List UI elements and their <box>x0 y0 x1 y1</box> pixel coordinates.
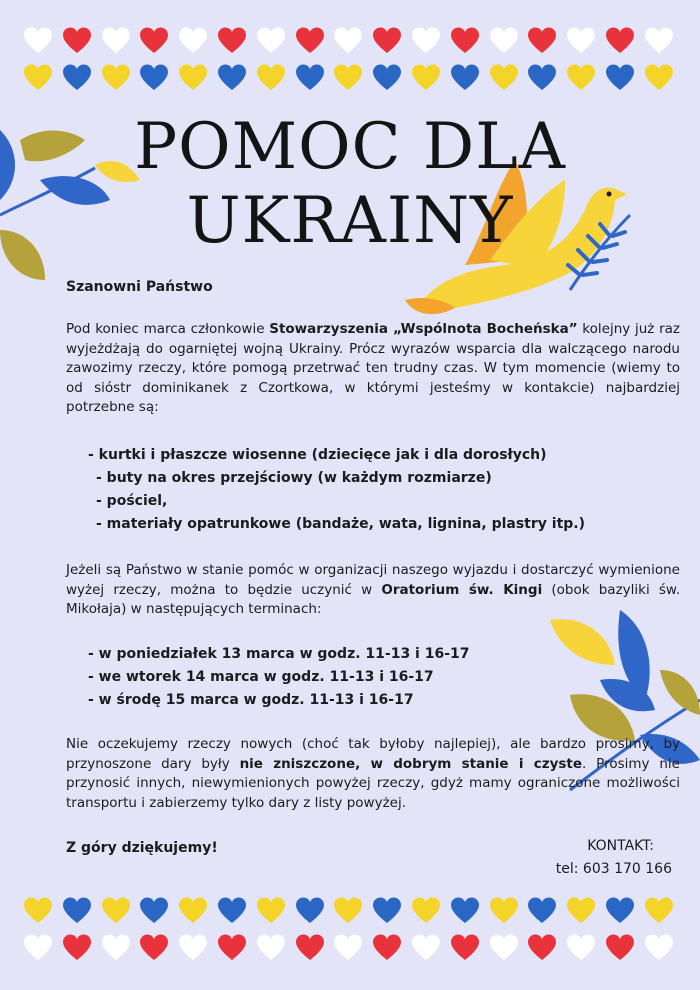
heart-icon <box>450 63 480 93</box>
heart-icon <box>23 26 53 56</box>
heart-icon <box>527 896 557 926</box>
heart-icon <box>333 896 363 926</box>
heart-icon <box>139 63 169 93</box>
heart-icon <box>566 26 596 56</box>
bottom-hearts-row-1 <box>23 896 683 926</box>
intro-text-2: kolejny już raz wyjeżdżają do ogarniętej wojną Ukrainy. Prócz wyrazów wsparcia dla walczącego narodu zawozimy rzeczy, które pomogą przetrwać ten trudny czas. W tym momencie (wiemy to od sióstr dominikanek z Czortkowa, w którymi jesteśmy w kontakcie) najbardziej potrzebne są: <box>66 321 680 415</box>
location-text-2: (obok bazyliki św. Mikołaja) w następujących terminach: <box>66 581 681 617</box>
list-item: - pościel, <box>96 493 168 509</box>
contact-phone: tel: 603 170 166 <box>555 861 672 877</box>
list-item: - materiały opatrunkowe (bandaże, wata, lignina, plastry itp.) <box>96 516 585 532</box>
top-hearts-row-2 <box>23 63 683 93</box>
heart-icon <box>411 63 441 93</box>
heart-icon <box>566 896 596 926</box>
heart-icon <box>489 63 519 93</box>
top-hearts-row-1 <box>23 26 683 56</box>
title-line-1: POMOC DLA <box>134 110 566 184</box>
heart-icon <box>489 896 519 926</box>
heart-icon <box>62 896 92 926</box>
heart-icon <box>605 26 635 56</box>
greeting: Szanowni Państwo <box>66 279 213 295</box>
heart-icon <box>644 63 674 93</box>
list-item: - we wtorek 14 marca w godz. 11-13 i 16-17 <box>88 669 434 685</box>
heart-icon <box>101 63 131 93</box>
list-item: - kurtki i płaszcze wiosenne (dziecięce jak i dla dorosłych) <box>88 447 547 463</box>
heart-icon <box>23 63 53 93</box>
heart-icon <box>23 933 53 963</box>
heart-icon <box>489 26 519 56</box>
dates-list <box>88 643 648 712</box>
heart-icon <box>644 26 674 56</box>
heart-icon <box>256 26 286 56</box>
title-line-2: UKRAINY <box>186 184 514 258</box>
heart-icon <box>178 896 208 926</box>
list-item: - w poniedziałek 13 marca w godz. 11-13 i 16-17 <box>88 646 470 662</box>
conditions-paragraph <box>66 735 680 813</box>
contact-label: KONTAKT: <box>587 838 654 854</box>
heart-icon <box>372 63 402 93</box>
heart-icon <box>527 933 557 963</box>
heart-icon <box>295 26 325 56</box>
bottom-hearts-row-2 <box>23 933 683 963</box>
conditions-text-2: . Prosimy nie przynosić innych, niewymienionych powyżej rzeczy, gdyż mamy ograniczone możliwości transportu i zabierzemy tylko dary z listy powyżej. <box>66 755 680 811</box>
heart-icon <box>372 933 402 963</box>
intro-bold-association: Stowarzyszenia „Wspólnota Bocheńska” <box>269 321 578 337</box>
heart-icon <box>605 896 635 926</box>
heart-icon <box>139 896 169 926</box>
heart-icon <box>23 896 53 926</box>
location-paragraph <box>66 561 680 620</box>
list-item: - w środę 15 marca w godz. 11-13 i 16-17 <box>88 692 414 708</box>
heart-icon <box>333 63 363 93</box>
heart-icon <box>566 63 596 93</box>
heart-icon <box>411 896 441 926</box>
heart-icon <box>295 896 325 926</box>
heart-icon <box>178 933 208 963</box>
heart-icon <box>450 26 480 56</box>
heart-icon <box>411 933 441 963</box>
heart-icon <box>489 933 519 963</box>
heart-icon <box>605 933 635 963</box>
heart-icon <box>217 896 247 926</box>
left-leaves-decoration <box>0 120 140 290</box>
intro-text-1: Pod koniec marca członkowie <box>66 321 270 337</box>
heart-icon <box>411 26 441 56</box>
intro-paragraph <box>66 320 680 418</box>
heart-icon <box>139 933 169 963</box>
heart-icon <box>101 933 131 963</box>
heart-icon <box>372 896 402 926</box>
heart-icon <box>217 63 247 93</box>
heart-icon <box>101 26 131 56</box>
heart-icon <box>217 26 247 56</box>
heart-icon <box>372 26 402 56</box>
heart-icon <box>178 26 208 56</box>
heart-icon <box>256 933 286 963</box>
heart-icon <box>62 933 92 963</box>
heart-icon <box>333 933 363 963</box>
heart-icon <box>333 26 363 56</box>
location-bold-place: Oratorium św. Kingi <box>381 581 543 598</box>
needs-list <box>88 444 648 536</box>
heart-icon <box>566 933 596 963</box>
thanks-text: Z góry dziękujemy! <box>66 840 218 856</box>
heart-icon <box>644 896 674 926</box>
heart-icon <box>295 933 325 963</box>
heart-icon <box>644 933 674 963</box>
heart-icon <box>450 933 480 963</box>
heart-icon <box>62 63 92 93</box>
heart-icon <box>527 26 557 56</box>
heart-icon <box>101 896 131 926</box>
heart-icon <box>527 63 557 93</box>
location-text-1: Jeżeli są Państwo w stanie pomóc w organizacji naszego wyjazdu i dostarczyć wymienione wyżej rzeczy, można to będzie uczynić w <box>66 562 680 598</box>
heart-icon <box>450 896 480 926</box>
conditions-bold: nie zniszczone, w dobrym stanie i czyste <box>239 755 583 772</box>
list-item: - buty na okres przejściowy (w każdym rozmiarze) <box>96 470 492 486</box>
heart-icon <box>256 896 286 926</box>
contact-block <box>556 835 672 881</box>
heart-icon <box>178 63 208 93</box>
conditions-text-1: Nie oczekujemy rzeczy nowych (choć tak byłoby najlepiej), ale bardzo prosimy, by przynoszone dary były <box>66 736 680 772</box>
heart-icon <box>217 933 247 963</box>
heart-icon <box>139 26 169 56</box>
page-title <box>120 110 580 258</box>
heart-icon <box>256 63 286 93</box>
heart-icon <box>605 63 635 93</box>
heart-icon <box>62 26 92 56</box>
heart-icon <box>295 63 325 93</box>
